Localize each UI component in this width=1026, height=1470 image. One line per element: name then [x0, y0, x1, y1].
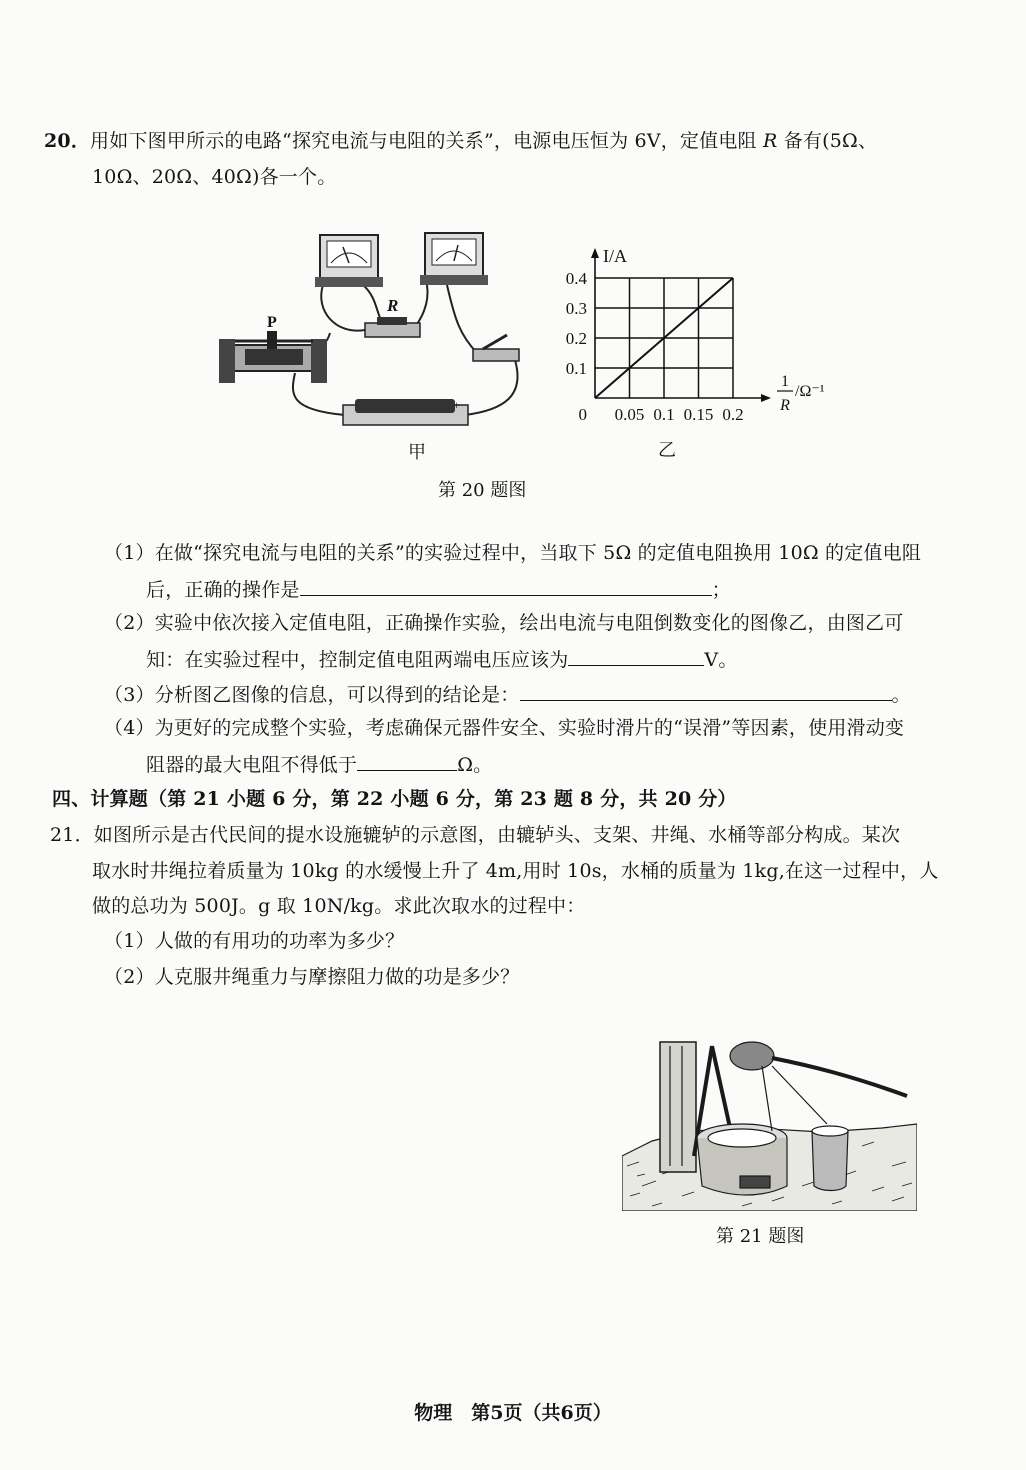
y-tick-label: 0.3 [565, 299, 587, 318]
wire [465, 360, 518, 415]
q20-sub1-line2: 后，正确的操作是 ； [146, 575, 731, 603]
y-tick-label: 0.4 [565, 269, 587, 288]
q20-figure-caption: 第 20 题图 [438, 480, 527, 501]
y-tick-label: 0.1 [565, 359, 587, 378]
y-axis-arrow [591, 248, 599, 258]
wire [447, 285, 477, 353]
q21-figure-caption: 第 21 题图 [716, 1226, 805, 1247]
switch-icon [473, 335, 519, 361]
battery-icon [343, 399, 468, 425]
rheostat-icon [219, 331, 327, 383]
q21-number: 21． [50, 824, 94, 846]
x-tick-label: 0.2 [722, 405, 744, 424]
y-axis-label: I/A [603, 246, 627, 266]
resistor-label: R [387, 296, 399, 315]
x-axis-label-unit: /Ω⁻¹ [795, 383, 825, 400]
q20-sub4-line1: （4）为更好的完成整个实验，考虑确保元器件安全、实验时滑片的“误滑”等因素，使用滑动变 [104, 717, 905, 739]
x-tick-label: 0.15 [683, 405, 714, 424]
answer-blank[interactable] [520, 680, 892, 701]
x-axis-label-numerator: 1 [781, 373, 789, 390]
x-tick-label: 0.1 [653, 405, 675, 424]
origin-label: 0 [578, 405, 587, 424]
figure-yi-caption: 乙 [658, 440, 676, 461]
q21-line2: 取水时井绳拉着质量为 10kg 的水缓慢上升了 4m,用时 10s，水桶的质量为 1kg,在这一过程中，人 [92, 860, 939, 882]
circuit-figure [215, 225, 525, 430]
slider-label: P [267, 314, 277, 331]
page-footer: 物理 第5页（共6页） [414, 1402, 612, 1424]
q21-sub1: （1）人做的有用功的功率为多少？ [104, 930, 405, 952]
wire [321, 285, 365, 331]
voltmeter-icon [420, 233, 488, 285]
battery-plus-label: + [453, 398, 460, 412]
q20-sub3: （3）分析图乙图像的信息，可以得到的结论是： 。 [104, 680, 911, 708]
wire [415, 285, 428, 327]
q20-sub1-line1: （1）在做“探究电流与电阻的关系”的实验过程中，当取下 5Ω 的定值电阻换用 10Ω 的定值电阻 [104, 542, 922, 564]
q20-stem-line2: 10Ω、20Ω、40Ω)各一个。 [92, 166, 337, 188]
resistor-icon [365, 317, 420, 337]
q21-sub2: （2）人克服井绳重力与摩擦阻力做的功是多少？ [104, 966, 520, 988]
y-tick-label: 0.2 [565, 329, 587, 348]
q20-sub4-line2: 阻器的最大电阻不得低于 Ω。 [146, 750, 492, 778]
q21-line1: 21．如图所示是古代民间的提水设施辘轳的示意图，由辘轳头、支架、井绳、水桶等部分构成。某次 [50, 824, 901, 846]
q20-sub2-line1: （2）实验中依次接入定值电阻，正确操作实验，绘出电流与电阻倒数变化的图像乙，由图乙可 [104, 612, 904, 634]
figure-jia-caption: 甲 [408, 442, 426, 463]
q20-stem-line1: 20．用如下图甲所示的电路“探究电流与电阻的关系”，电源电压恒为 6V，定值电阻 R 备有(5Ω、 [44, 130, 878, 152]
x-tick-label: 0.05 [614, 405, 645, 424]
q21-line3: 做的总功为 500J。g 取 10N/kg。求此次取水的过程中： [92, 895, 586, 917]
well-windlass-illustration [622, 1036, 917, 1211]
q20-sub2-line2: 知：在实验过程中，控制定值电阻两端电压应该为 V。 [146, 645, 738, 673]
answer-blank[interactable] [300, 575, 712, 596]
x-axis-label-denominator: R [780, 397, 790, 414]
q20-number: 20． [44, 130, 91, 152]
section-heading: 四、计算题（第 21 小题 6 分，第 22 小题 6 分，第 23 题 8 分，共 20 分） [52, 788, 737, 810]
answer-blank[interactable] [568, 645, 704, 666]
x-axis-arrow [761, 394, 771, 402]
answer-blank[interactable] [357, 750, 457, 771]
ammeter-icon [315, 235, 383, 287]
current-vs-inverse-resistance-chart [545, 240, 835, 440]
